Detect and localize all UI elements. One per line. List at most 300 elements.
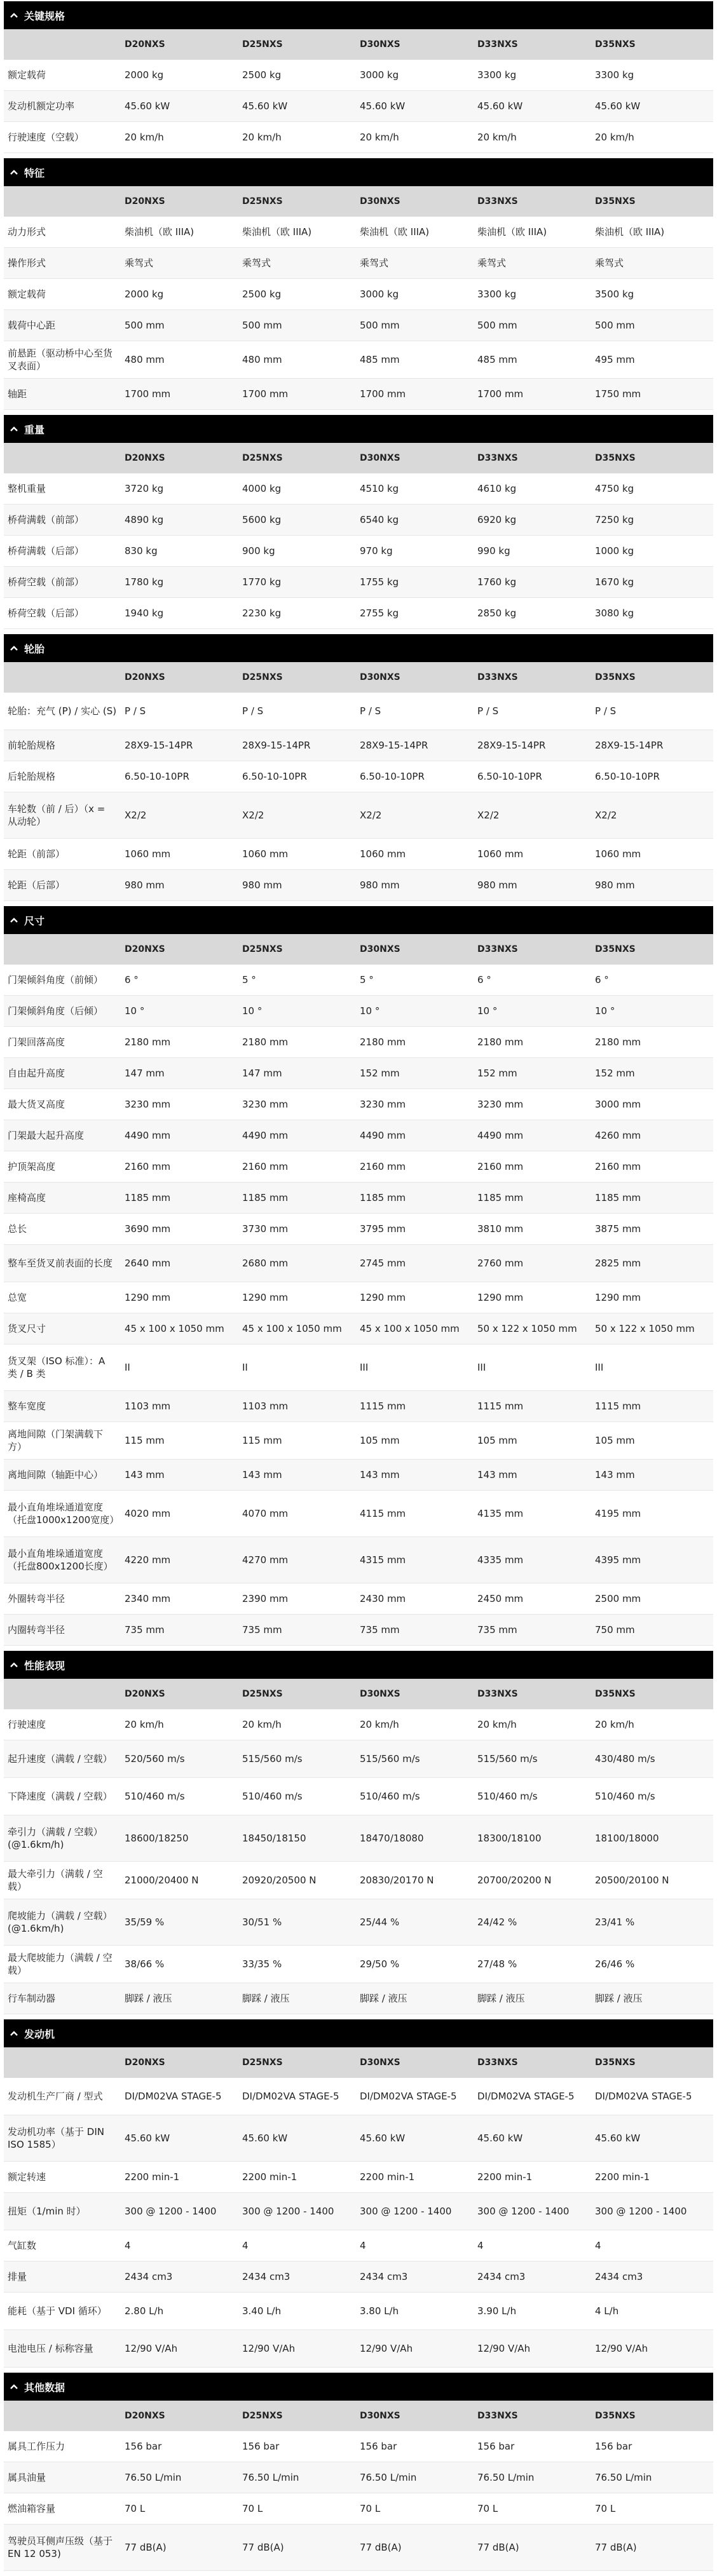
spec-value: 3230 mm: [242, 1098, 289, 1110]
spec-value: 45.60 kW: [595, 100, 641, 112]
spec-value: 2180 mm: [477, 1036, 524, 1048]
model-name: D33NXS: [477, 672, 518, 682]
spec-value: 45.60 kW: [477, 2132, 523, 2144]
spec-label: 轮距（后部）: [8, 879, 65, 891]
spec-value: 77 dB(A): [595, 2541, 637, 2553]
spec-value: 77 dB(A): [125, 2541, 167, 2553]
spec-section: [4, 1651, 713, 2014]
spec-value: 12/90 V/Ah: [360, 2342, 413, 2354]
model-name: D33NXS: [477, 2410, 518, 2421]
spec-value: 152 mm: [360, 1067, 400, 1079]
spec-value: 4135 mm: [477, 1507, 524, 1519]
spec-value: 6 °: [125, 973, 139, 986]
spec-label: 座椅高度: [8, 1191, 46, 1203]
spec-value: 2434 cm3: [595, 2270, 643, 2282]
spec-rows: [4, 2078, 713, 2368]
spec-value: 1700 mm: [125, 388, 171, 400]
spec-row: [4, 1183, 713, 1214]
spec-value: 6 °: [595, 973, 609, 986]
spec-row: [4, 1422, 713, 1460]
spec-value: 115 mm: [242, 1434, 282, 1446]
spec-row: [4, 1089, 713, 1120]
spec-value: 23/41 %: [595, 1916, 635, 1928]
spec-label: 门架倾斜角度（后倾）: [8, 1005, 104, 1017]
spec-value: 147 mm: [125, 1067, 165, 1079]
spec-value: 510/460 m/s: [360, 1790, 420, 1802]
spec-label: 离地间隙（轴距中心）: [8, 1468, 104, 1481]
spec-label: 行驶速度: [8, 1718, 46, 1730]
section-header-toggle[interactable]: [4, 1651, 713, 1679]
spec-value: 28X9-15-14PR: [477, 739, 546, 751]
model-name: D35NXS: [595, 944, 636, 954]
spec-value: 2180 mm: [595, 1036, 641, 1048]
spec-value: 515/560 m/s: [360, 1752, 420, 1765]
model-name: D20NXS: [125, 196, 165, 207]
spec-label: 牵引力（满载 / 空载）(@1.6km/h): [8, 1826, 103, 1850]
spec-row: [4, 1151, 713, 1183]
spec-value: 2200 min-1: [360, 2171, 415, 2183]
spec-value: 20700/20200 N: [477, 1874, 552, 1886]
spec-row: [4, 1313, 713, 1345]
spec-value: 乘驾式: [477, 257, 507, 269]
spec-value: X2/2: [360, 809, 382, 821]
model-header-row: [4, 29, 713, 60]
spec-value: 2200 min-1: [125, 2171, 180, 2183]
spec-label: 下降速度（满载 / 空载）: [8, 1790, 113, 1802]
spec-row: [4, 870, 713, 901]
spec-value: 4: [360, 2239, 366, 2251]
spec-value: 4260 mm: [595, 1129, 641, 1141]
spec-value: 510/460 m/s: [477, 1790, 538, 1802]
section-title: 尺寸: [24, 914, 45, 927]
spec-row: [4, 1815, 713, 1862]
spec-value: X2/2: [125, 809, 147, 821]
spec-row: [4, 1537, 713, 1583]
spec-row: [4, 1027, 713, 1058]
spec-row: [4, 536, 713, 567]
spec-row: [4, 2462, 713, 2493]
model-header-row: [4, 934, 713, 965]
spec-value: 980 mm: [595, 879, 635, 891]
spec-value: 1185 mm: [595, 1191, 641, 1203]
model-header-row: [4, 186, 713, 217]
spec-value: 2340 mm: [125, 1592, 171, 1604]
model-name: D35NXS: [595, 452, 636, 463]
spec-value: 12/90 V/Ah: [477, 2342, 531, 2354]
spec-value: 5600 kg: [242, 513, 282, 525]
spec-value: 45 x 100 x 1050 mm: [242, 1322, 342, 1334]
spec-value: 4195 mm: [595, 1507, 641, 1519]
spec-value: 3875 mm: [595, 1223, 641, 1235]
spec-value: 147 mm: [242, 1067, 282, 1079]
spec-value: 70 L: [595, 2502, 616, 2514]
spec-value: 1103 mm: [125, 1400, 171, 1412]
spec-value: 2160 mm: [477, 1160, 524, 1172]
spec-label: 爬坡能力（满载 / 空载）(@1.6km/h): [8, 1909, 113, 1934]
spec-label: 车轮数（前 / 后）（x = 从动轮）: [8, 803, 106, 827]
spec-value: 76.50 L/min: [125, 2471, 182, 2483]
spec-value: 柴油机（欧 IIIA): [595, 226, 665, 238]
model-name: D20NXS: [125, 39, 165, 50]
spec-value: 50 x 122 x 1050 mm: [595, 1322, 695, 1334]
spec-value: 5 °: [242, 973, 256, 986]
spec-label: 桥荷空载（前部）: [8, 576, 85, 588]
spec-value: 2434 cm3: [125, 2270, 173, 2282]
spec-value: 3.40 L/h: [242, 2305, 282, 2317]
spec-label: 轴距: [8, 388, 27, 400]
spec-label: 驾驶员耳侧声压级（基于 EN 12 053): [8, 2535, 113, 2559]
spec-value: 3500 kg: [595, 288, 634, 300]
spec-value: 乘驾式: [595, 257, 624, 269]
model-name: D30NXS: [360, 452, 400, 463]
spec-row: [4, 2115, 713, 2162]
spec-label: 载荷中心距: [8, 319, 56, 331]
model-name: D30NXS: [360, 196, 400, 207]
spec-value: 2500 kg: [242, 288, 282, 300]
spec-value: 830 kg: [125, 545, 158, 557]
spec-section: [4, 2373, 713, 2571]
spec-value: 500 mm: [360, 319, 400, 331]
spec-value: 2.80 L/h: [125, 2305, 164, 2317]
spec-row: [4, 1491, 713, 1537]
model-name: D35NXS: [595, 196, 636, 207]
spec-value: 20 km/h: [595, 1718, 634, 1730]
spec-value: 3300 kg: [595, 69, 634, 81]
spec-value: 6.50-10-10PR: [360, 770, 425, 782]
spec-label: 门架回落高度: [8, 1036, 65, 1048]
section-header-toggle[interactable]: [4, 2373, 713, 2401]
spec-value: 4 L/h: [595, 2305, 619, 2317]
spec-value: 2180 mm: [360, 1036, 406, 1048]
spec-value: 900 kg: [242, 545, 275, 557]
spec-value: 300 @ 1200 - 1400: [360, 2205, 452, 2217]
section-title: 重量: [24, 423, 45, 436]
spec-value: 27/48 %: [477, 1958, 517, 1970]
spec-value: 156 bar: [477, 2440, 515, 2452]
spec-label: 排量: [8, 2270, 27, 2282]
spec-label: 行驶速度（空载）: [8, 131, 85, 143]
spec-row: [4, 2431, 713, 2462]
spec-label: 门架倾斜角度（前倾）: [8, 973, 104, 986]
spec-value: 35/59 %: [125, 1916, 165, 1928]
chevron-up-icon: [10, 917, 18, 923]
spec-row: [4, 996, 713, 1027]
spec-value: 1060 mm: [360, 848, 406, 860]
chevron-up-icon: [4, 2383, 24, 2390]
spec-value: 115 mm: [125, 1434, 165, 1446]
spec-row: [4, 2230, 713, 2261]
spec-label: 能耗（基于 VDI 循环）: [8, 2305, 107, 2317]
section-header-toggle[interactable]: [4, 158, 713, 186]
spec-label: 最大爬坡能力（满载 / 空载）: [8, 1951, 113, 1976]
spec-value: 33/35 %: [242, 1958, 282, 1970]
spec-value: 柴油机（欧 IIIA): [477, 226, 547, 238]
spec-label: 护顶架高度: [8, 1160, 56, 1172]
spec-value: 500 mm: [595, 319, 635, 331]
spec-value: P / S: [595, 705, 617, 717]
model-name: D33NXS: [477, 39, 518, 50]
spec-value: 1060 mm: [595, 848, 641, 860]
section-title: 关键规格: [24, 10, 65, 22]
spec-value: 45.60 kW: [125, 2132, 170, 2144]
spec-row: [4, 1460, 713, 1491]
spec-value: 3810 mm: [477, 1223, 524, 1235]
spec-row: [4, 2525, 713, 2571]
spec-value: 1700 mm: [360, 388, 406, 400]
chevron-up-icon: [10, 2383, 18, 2390]
spec-value: 500 mm: [125, 319, 165, 331]
spec-value: 38/66 %: [125, 1958, 165, 1970]
model-header-row: [4, 2401, 713, 2431]
spec-value: 3.80 L/h: [360, 2305, 399, 2317]
spec-value: 1290 mm: [595, 1291, 641, 1303]
spec-value: 1115 mm: [477, 1400, 524, 1412]
spec-value: 980 mm: [242, 879, 282, 891]
spec-value: 18450/18150: [242, 1832, 306, 1844]
spec-label: 轮胎：充气 (P) / 实心 (S): [8, 705, 117, 717]
spec-value: 4610 kg: [477, 482, 517, 494]
spec-value: 2450 mm: [477, 1592, 524, 1604]
model-name: D20NXS: [125, 672, 165, 682]
spec-row: [4, 2330, 713, 2368]
spec-label: 燃油箱容量: [8, 2502, 56, 2514]
spec-label: 发动机功率（基于 DIN ISO 1585）: [8, 2125, 104, 2150]
section-title: 性能表现: [24, 1659, 65, 1672]
spec-section: [4, 1, 713, 153]
spec-row: [4, 1983, 713, 2014]
model-name: D30NXS: [360, 2410, 400, 2421]
spec-value: 4490 mm: [360, 1129, 406, 1141]
spec-row: [4, 1345, 713, 1391]
spec-value: 2680 mm: [242, 1257, 289, 1269]
spec-value: 1760 kg: [477, 576, 517, 588]
spec-value: 脚踩 / 液压: [477, 1992, 525, 2004]
spec-value: 156 bar: [242, 2440, 280, 2452]
spec-value: 45.60 kW: [360, 100, 406, 112]
spec-value: X2/2: [595, 809, 617, 821]
spec-label: 外圈转弯半径: [8, 1592, 65, 1604]
chevron-up-icon: [10, 426, 18, 432]
spec-row: [4, 567, 713, 598]
spec-row: [4, 122, 713, 153]
spec-value: 1185 mm: [125, 1191, 171, 1203]
spec-value: 乘驾式: [125, 257, 154, 269]
spec-value: 4510 kg: [360, 482, 399, 494]
chevron-up-icon: [4, 2030, 24, 2037]
spec-value: 2000 kg: [125, 69, 164, 81]
spec-value: 500 mm: [477, 319, 517, 331]
spec-value: 6920 kg: [477, 513, 517, 525]
spec-value: 76.50 L/min: [242, 2471, 299, 2483]
spec-value: 2000 kg: [125, 288, 164, 300]
spec-value: 105 mm: [360, 1434, 400, 1446]
spec-row: [4, 1740, 713, 1778]
model-name: D30NXS: [360, 672, 400, 682]
spec-value: 520/560 m/s: [125, 1752, 185, 1765]
spec-value: 735 mm: [477, 1624, 517, 1636]
spec-value: 2200 min-1: [477, 2171, 533, 2183]
spec-value: 2160 mm: [595, 1160, 641, 1172]
model-name: D30NXS: [360, 2057, 400, 2068]
spec-value: 3080 kg: [595, 607, 634, 619]
spec-label: 发动机生产厂商 / 型式: [8, 2090, 103, 2102]
spec-label: 内圈转弯半径: [8, 1624, 65, 1636]
spec-row: [4, 2162, 713, 2193]
spec-value: 76.50 L/min: [595, 2471, 652, 2483]
spec-value: 乘驾式: [242, 257, 271, 269]
spec-label: 发动机额定功率: [8, 100, 75, 112]
spec-rows: [4, 217, 713, 410]
spec-value: DI/DM02VA STAGE-5: [360, 2090, 457, 2102]
spec-value: 1670 kg: [595, 576, 634, 588]
spec-label: 扭矩（1/min 时）: [8, 2205, 86, 2217]
model-name: D20NXS: [125, 2057, 165, 2068]
spec-row: [4, 1245, 713, 1282]
spec-value: P / S: [125, 705, 146, 717]
section-header-toggle[interactable]: [4, 634, 713, 662]
spec-value: 20 km/h: [595, 131, 634, 143]
spec-value: 143 mm: [242, 1468, 282, 1481]
section-title: 轮胎: [24, 642, 45, 655]
spec-row: [4, 2493, 713, 2525]
spec-value: 25/44 %: [360, 1916, 400, 1928]
spec-value: 70 L: [477, 2502, 498, 2514]
spec-value: 4490 mm: [242, 1129, 289, 1141]
spec-value: 735 mm: [125, 1624, 165, 1636]
spec-value: 29/50 %: [360, 1958, 400, 1970]
spec-value: 4270 mm: [242, 1554, 289, 1566]
model-name: D33NXS: [477, 452, 518, 463]
spec-row: [4, 310, 713, 341]
spec-value: 1770 kg: [242, 576, 282, 588]
spec-value: 2160 mm: [242, 1160, 289, 1172]
spec-value: 45 x 100 x 1050 mm: [125, 1322, 224, 1334]
spec-value: 510/460 m/s: [595, 1790, 655, 1802]
spec-value: 300 @ 1200 - 1400: [125, 2205, 217, 2217]
spec-value: 4000 kg: [242, 482, 282, 494]
spec-value: 1940 kg: [125, 607, 164, 619]
spec-value: 1185 mm: [360, 1191, 406, 1203]
section-header-toggle[interactable]: [4, 2019, 713, 2047]
section-header-toggle[interactable]: [4, 1, 713, 29]
spec-row: [4, 965, 713, 996]
section-header-toggle[interactable]: [4, 415, 713, 443]
spec-value: P / S: [242, 705, 264, 717]
model-header-row: [4, 443, 713, 473]
spec-value: 2180 mm: [242, 1036, 289, 1048]
spec-label: 最大货叉高度: [8, 1098, 65, 1110]
spec-value: 3000 kg: [360, 288, 399, 300]
spec-value: 2745 mm: [360, 1257, 406, 1269]
spec-value: 510/460 m/s: [125, 1790, 185, 1802]
spec-value: 2434 cm3: [242, 2270, 290, 2282]
spec-label: 整车宽度: [8, 1400, 46, 1412]
spec-row: [4, 792, 713, 839]
spec-row: [4, 60, 713, 91]
spec-value: 152 mm: [595, 1067, 635, 1079]
spec-value: 脚踩 / 液压: [595, 1992, 643, 2004]
spec-rows: [4, 473, 713, 629]
spec-value: II: [125, 1361, 130, 1373]
spec-value: 980 mm: [477, 879, 517, 891]
model-header-row: [4, 1679, 713, 1709]
spec-value: 4115 mm: [360, 1507, 406, 1519]
spec-label: 整车至货叉前表面的长度: [8, 1257, 113, 1269]
chevron-up-icon: [10, 1662, 18, 1668]
spec-row: [4, 341, 713, 379]
spec-value: DI/DM02VA STAGE-5: [477, 2090, 575, 2102]
spec-label: 桥荷满载（前部）: [8, 513, 85, 525]
spec-value: 20 km/h: [242, 1718, 282, 1730]
spec-value: 20830/20170 N: [360, 1874, 434, 1886]
spec-value: 3230 mm: [360, 1098, 406, 1110]
spec-value: 脚踩 / 液压: [360, 1992, 407, 2004]
spec-label: 桥荷空载（后部）: [8, 607, 85, 619]
spec-value: 12/90 V/Ah: [125, 2342, 178, 2354]
spec-value: DI/DM02VA STAGE-5: [595, 2090, 692, 2102]
spec-label: 货叉尺寸: [8, 1322, 46, 1334]
spec-value: 24/42 %: [477, 1916, 517, 1928]
spec-row: [4, 1778, 713, 1815]
spec-value: 485 mm: [477, 353, 517, 365]
spec-label: 气缸数: [8, 2239, 37, 2251]
spec-value: 2200 min-1: [242, 2171, 297, 2183]
spec-value: 70 L: [242, 2502, 263, 2514]
spec-value: 30/51 %: [242, 1916, 282, 1928]
spec-value: 3.90 L/h: [477, 2305, 517, 2317]
spec-value: 18470/18080: [360, 1832, 424, 1844]
spec-label: 轮距（前部）: [8, 848, 65, 860]
spec-value: 1700 mm: [477, 388, 524, 400]
spec-value: 143 mm: [125, 1468, 165, 1481]
spec-value: 6 °: [477, 973, 491, 986]
section-header-toggle[interactable]: [4, 906, 713, 934]
spec-value: 515/560 m/s: [477, 1752, 538, 1765]
model-name: D25NXS: [242, 944, 283, 954]
spec-value: 76.50 L/min: [477, 2471, 535, 2483]
spec-value: 28X9-15-14PR: [595, 739, 664, 751]
spec-label: 门架最大起升高度: [8, 1129, 85, 1141]
spec-value: 515/560 m/s: [242, 1752, 303, 1765]
spec-value: 4335 mm: [477, 1554, 524, 1566]
spec-row: [4, 1120, 713, 1151]
model-name: D33NXS: [477, 196, 518, 207]
spec-value: 4490 mm: [125, 1129, 171, 1141]
spec-value: 12/90 V/Ah: [242, 2342, 296, 2354]
spec-label: 前悬距（驱动桥中心至货叉表面）: [8, 347, 113, 372]
spec-value: III: [360, 1361, 369, 1373]
spec-value: 990 kg: [477, 545, 510, 557]
spec-section: [4, 415, 713, 629]
spec-value: 2160 mm: [360, 1160, 406, 1172]
spec-rows: [4, 60, 713, 153]
spec-label: 额定载荷: [8, 288, 46, 300]
spec-label: 后轮胎规格: [8, 770, 56, 782]
spec-row: [4, 473, 713, 505]
spec-value: 480 mm: [242, 353, 282, 365]
spec-value: 50 x 122 x 1050 mm: [477, 1322, 577, 1334]
spec-value: 45.60 kW: [595, 2132, 641, 2144]
spec-value: 4020 mm: [125, 1507, 171, 1519]
spec-row: [4, 2078, 713, 2115]
spec-row: [4, 598, 713, 629]
spec-value: 3000 mm: [595, 1098, 641, 1110]
spec-value: III: [595, 1361, 604, 1373]
spec-value: 1060 mm: [477, 848, 524, 860]
spec-label: 货叉架（ISO 标准）：A 类 / B 类: [8, 1355, 106, 1380]
spec-row: [4, 2293, 713, 2330]
model-name: D30NXS: [360, 944, 400, 954]
